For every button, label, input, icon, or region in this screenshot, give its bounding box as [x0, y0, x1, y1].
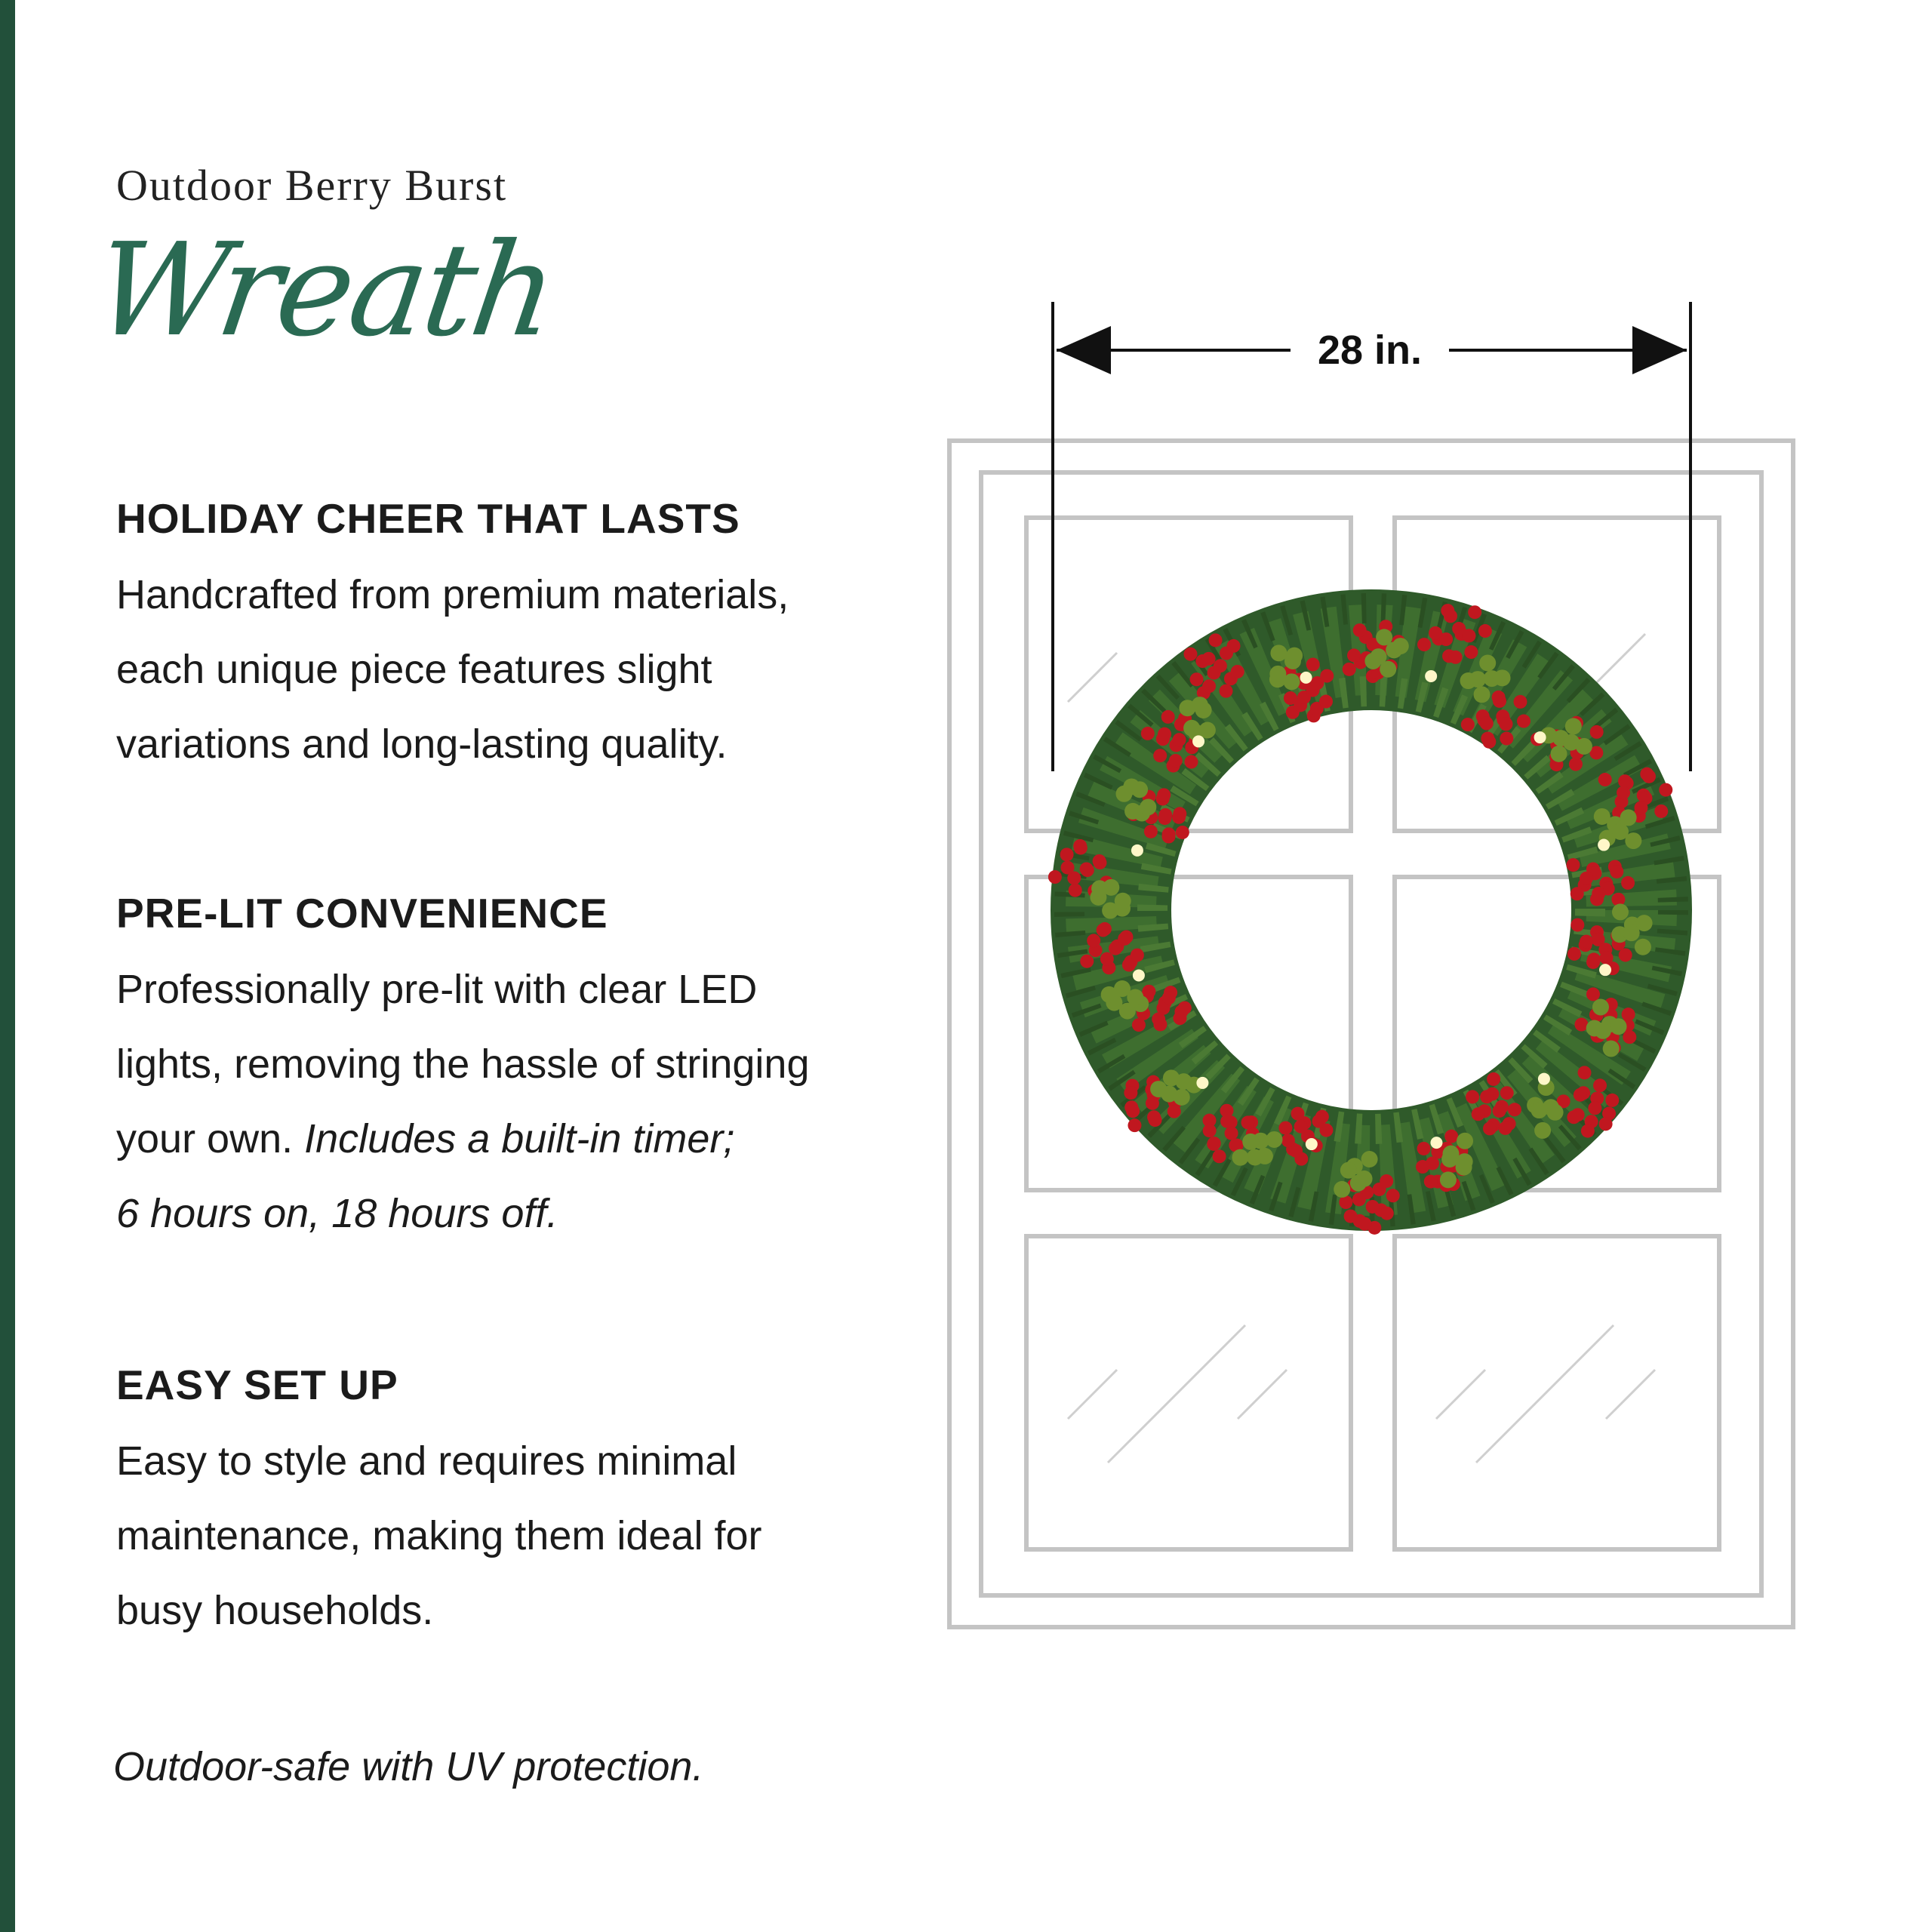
green-berry — [1469, 671, 1486, 688]
berry — [1480, 717, 1494, 731]
berry — [1231, 665, 1244, 678]
berry — [1061, 861, 1075, 875]
berry — [1202, 652, 1216, 666]
green-berry — [1440, 1171, 1457, 1188]
berry — [1588, 1101, 1601, 1115]
feature-heading: EASY SET UP — [116, 1361, 398, 1408]
green-berry — [1441, 1151, 1458, 1168]
berry — [1344, 1210, 1358, 1223]
left-accent-bar — [0, 0, 15, 1932]
berry — [1158, 808, 1172, 822]
led-light — [1192, 735, 1204, 747]
berry — [1580, 872, 1593, 885]
product-title: Wreath — [86, 216, 564, 365]
berry — [1291, 1107, 1305, 1121]
berry — [1617, 786, 1630, 799]
berry — [1593, 1078, 1607, 1092]
berry — [1169, 754, 1183, 768]
berry — [1500, 732, 1513, 746]
berry — [1380, 1207, 1394, 1220]
wreath-image — [1048, 604, 1673, 1235]
berry — [1487, 1072, 1500, 1086]
berry — [1366, 1200, 1380, 1214]
feature-body — [116, 558, 886, 782]
green-berry — [1380, 661, 1396, 678]
timer-schedule: 6 hours on, 18 hours off. — [116, 1191, 558, 1236]
window-wreath-diagram — [936, 287, 1811, 1645]
berry — [1417, 638, 1431, 651]
feature-line: Professionally pre-lit with clear LED — [116, 967, 758, 1012]
feature-line: busy households. — [116, 1588, 434, 1633]
berry — [1373, 1183, 1386, 1196]
green-berry — [1242, 1134, 1259, 1150]
berry — [1483, 1121, 1497, 1135]
berry — [1352, 1192, 1366, 1206]
berry — [1610, 865, 1623, 878]
green-berry — [1456, 1159, 1472, 1176]
berry — [1580, 935, 1593, 949]
outdoor-note: Outdoor-safe with UV protection. — [113, 1744, 704, 1789]
berry — [1478, 624, 1492, 638]
berry — [1499, 1121, 1512, 1135]
green-berry — [1163, 1069, 1180, 1086]
berry — [1080, 955, 1094, 968]
berry — [1153, 749, 1167, 762]
green-berry — [1595, 1023, 1611, 1039]
berry — [1214, 659, 1227, 672]
berry — [1157, 788, 1171, 801]
berry — [1124, 1100, 1138, 1114]
green-berry — [1150, 1081, 1167, 1097]
green-berry — [1199, 721, 1216, 738]
berry — [1100, 952, 1114, 966]
berry — [1574, 1088, 1587, 1102]
led-light — [1306, 1138, 1318, 1150]
berry — [1659, 783, 1672, 797]
berry — [1278, 1121, 1292, 1135]
green-berry — [1232, 1149, 1248, 1166]
berry — [1131, 949, 1144, 962]
berry — [1162, 991, 1176, 1004]
green-berry — [1603, 1041, 1620, 1057]
berry — [1241, 1115, 1254, 1129]
berry — [1225, 1127, 1238, 1140]
green-berry — [1479, 654, 1496, 671]
berry — [1353, 623, 1367, 637]
green-berry — [1534, 1122, 1551, 1139]
green-berry — [1124, 803, 1141, 820]
berry — [1294, 1120, 1308, 1134]
berry — [1173, 733, 1186, 746]
green-berry — [1140, 798, 1156, 815]
berry — [1417, 1142, 1431, 1155]
berry — [1209, 633, 1223, 647]
berry — [1449, 651, 1463, 664]
feature-line: Handcrafted from premium materials, — [116, 572, 789, 617]
berry — [1444, 1130, 1458, 1143]
berry — [1306, 657, 1320, 671]
berry — [1220, 685, 1233, 698]
berry — [1178, 1001, 1192, 1015]
green-berry — [1101, 986, 1118, 1003]
berry — [1466, 1090, 1479, 1103]
feature-easy-setup — [116, 1361, 886, 1648]
berry — [1567, 858, 1580, 872]
berry — [1347, 648, 1361, 662]
berry — [1513, 695, 1527, 709]
berry — [1581, 1124, 1595, 1138]
berry — [1147, 1110, 1161, 1124]
green-berry — [1494, 669, 1511, 686]
green-berry — [1474, 686, 1491, 703]
led-light — [1196, 1077, 1208, 1089]
berry — [1161, 710, 1175, 724]
green-berry — [1270, 645, 1287, 661]
berry — [1635, 801, 1648, 814]
berry — [1202, 679, 1216, 693]
berry — [1567, 947, 1581, 961]
berry — [1093, 854, 1106, 868]
led-light — [1599, 964, 1611, 976]
green-berry — [1334, 1181, 1350, 1198]
dimension-label: 28 in. — [1317, 328, 1423, 373]
green-berry — [1547, 1104, 1564, 1121]
berry — [1424, 1175, 1438, 1189]
berry — [1319, 695, 1333, 709]
berry — [1461, 718, 1475, 731]
green-berry — [1457, 1133, 1473, 1149]
berry — [1048, 870, 1062, 884]
berry — [1586, 987, 1600, 1001]
led-light — [1133, 969, 1145, 981]
berry — [1386, 1189, 1400, 1202]
led-light — [1300, 672, 1312, 684]
feature-pre-lit — [116, 889, 886, 1251]
feature-holiday-cheer — [116, 494, 886, 782]
green-berry — [1551, 746, 1567, 762]
berry — [1312, 1115, 1326, 1128]
berry — [1621, 876, 1635, 890]
berry — [1190, 672, 1204, 686]
berry — [1577, 1066, 1591, 1079]
green-berry — [1123, 778, 1140, 795]
berry — [1097, 924, 1110, 937]
berry — [1482, 735, 1496, 749]
berry — [1358, 1217, 1371, 1231]
green-berry — [1623, 924, 1640, 941]
berry — [1176, 826, 1189, 839]
led-light — [1598, 839, 1610, 851]
berry — [1571, 918, 1584, 932]
feature-line — [116, 1177, 886, 1251]
green-berry — [1183, 720, 1200, 737]
berry — [1087, 934, 1100, 947]
berry — [1168, 1105, 1181, 1118]
berry — [1654, 804, 1668, 818]
led-light — [1534, 731, 1546, 743]
product-subtitle: Outdoor Berry Burst — [116, 161, 508, 210]
berry — [1587, 952, 1601, 966]
berry — [1118, 932, 1131, 946]
feature-line: each unique piece features slight — [116, 647, 712, 692]
green-berry — [1286, 648, 1303, 664]
berry — [1567, 1110, 1580, 1124]
green-berry — [1091, 880, 1108, 897]
feature-line-text: your own. — [116, 1116, 305, 1161]
berry — [1464, 645, 1478, 659]
berry — [1493, 1104, 1506, 1118]
berry — [1619, 948, 1632, 961]
berry — [1183, 648, 1197, 661]
berry — [1480, 1090, 1494, 1103]
berry — [1468, 605, 1481, 619]
green-berry — [1592, 999, 1609, 1016]
green-berry — [1576, 738, 1592, 755]
feature-line: lights, removing the hassle of stringing — [116, 1041, 810, 1087]
berry — [1281, 1134, 1295, 1147]
green-berry — [1625, 832, 1641, 849]
berry — [1141, 727, 1155, 740]
berry — [1623, 1030, 1636, 1044]
berry — [1517, 715, 1531, 728]
led-light — [1131, 844, 1143, 857]
feature-line: variations and long-lasting quality. — [116, 721, 728, 767]
green-berry — [1565, 718, 1582, 734]
green-berry — [1361, 1151, 1378, 1168]
berry — [1569, 758, 1583, 771]
berry — [1220, 1115, 1234, 1128]
berry — [1492, 691, 1506, 704]
berry — [1598, 773, 1612, 786]
green-berry — [1340, 1162, 1357, 1179]
feature-line — [116, 1102, 886, 1177]
green-berry — [1284, 673, 1300, 690]
green-berry — [1531, 1102, 1547, 1118]
led-light — [1425, 670, 1437, 682]
berry — [1124, 1086, 1137, 1100]
berry — [1128, 1118, 1141, 1132]
berry — [1590, 725, 1604, 739]
feature-heading: PRE-LIT CONVENIENCE — [116, 890, 608, 937]
berry — [1162, 827, 1176, 841]
feature-body — [116, 952, 886, 1251]
feature-line: maintenance, making them ideal for — [116, 1513, 762, 1558]
berry — [1173, 807, 1186, 820]
green-berry — [1612, 903, 1629, 920]
green-berry — [1115, 893, 1131, 909]
timer-note: Includes a built-in timer; — [304, 1116, 735, 1161]
berry — [1605, 1094, 1619, 1107]
led-light — [1538, 1073, 1550, 1085]
green-berry — [1247, 1149, 1263, 1166]
berry — [1508, 1103, 1521, 1116]
berry — [1592, 887, 1605, 900]
feature-line: Easy to style and requires minimal — [116, 1438, 737, 1484]
berry — [1642, 770, 1656, 783]
green-berry — [1192, 697, 1208, 713]
green-berry — [1392, 638, 1409, 654]
berry — [1320, 669, 1334, 683]
berry — [1463, 629, 1476, 642]
berry — [1144, 825, 1158, 838]
berry — [1203, 1124, 1217, 1137]
berry — [1158, 728, 1171, 741]
berry — [1416, 1160, 1429, 1174]
berry — [1080, 862, 1094, 875]
berry — [1208, 1137, 1221, 1150]
berry — [1441, 604, 1454, 617]
green-berry — [1635, 939, 1651, 955]
berry — [1343, 663, 1356, 676]
berry — [1500, 717, 1513, 731]
berry — [1060, 848, 1074, 861]
berry — [1500, 1086, 1514, 1100]
berry — [1227, 639, 1241, 653]
green-berry — [1620, 809, 1637, 826]
berry — [1146, 1097, 1159, 1110]
berry — [1184, 755, 1198, 769]
feature-body — [116, 1424, 886, 1648]
berry — [1284, 691, 1297, 705]
green-berry — [1611, 1018, 1627, 1035]
berry — [1472, 1107, 1485, 1121]
berry — [1069, 884, 1082, 897]
feature-heading: HOLIDAY CHEER THAT LASTS — [116, 495, 740, 542]
berry — [1571, 887, 1584, 900]
berry — [1073, 839, 1087, 853]
led-light — [1430, 1137, 1442, 1149]
berry — [1439, 632, 1453, 646]
berry — [1213, 1149, 1226, 1163]
berry — [1599, 1117, 1613, 1131]
